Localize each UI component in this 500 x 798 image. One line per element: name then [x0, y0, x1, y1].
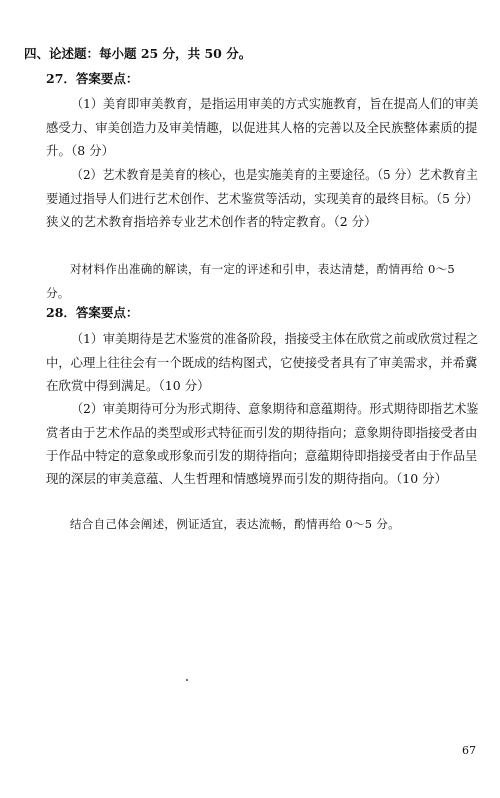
- q27-label: 答案要点：: [75, 71, 139, 86]
- q27-note-line-2: 分。: [46, 286, 70, 300]
- q27-number: 27．: [46, 71, 76, 86]
- section-heading: 四、论述题：每小题 25 分，共 50 分。: [24, 46, 252, 61]
- q27-p2-line-1: （2）艺术教育是美育的核心，也是实施美育的主要途径。（5 分）艺术教育主: [71, 167, 478, 182]
- q27-p2-line-3: 狭义的艺术教育指培养专业艺术创作者的特定教育。（2 分）: [46, 214, 377, 229]
- q27-note-line-1: 对材料作出准确的解读，有一定的评述和引申，表达清楚，酌情再给 0～5: [70, 262, 455, 276]
- q28-p2-line-3: 于作品中特定的意象或形象而引发的期待指向；意蕴期待即指接受者由于作品呈: [46, 448, 478, 463]
- q27-p2-line-2: 要通过指导人们进行艺术创作、艺术鉴赏等活动，实现美育的最终目标。（5 分）: [46, 191, 479, 206]
- q28-note-line-1: 结合自己体会阐述，例证适宜，表达流畅，酌情再给 0～5 分。: [70, 517, 400, 531]
- q27-heading: [46, 71, 138, 87]
- stray-dot: [186, 679, 188, 681]
- q28-label: 答案要点：: [75, 305, 139, 320]
- q28-heading: [46, 305, 138, 321]
- q28-p1-line-1: （1）审美期待是艺术鉴赏的准备阶段，指接受主体在欣赏之前或欣赏过程之: [71, 331, 479, 346]
- q28-p1-line-3: 在欣赏中得到满足。（10 分）: [46, 378, 210, 393]
- q28-p2-line-1: （2）审美期待可分为形式期待、意象期待和意蕴期待。形式期待即指艺术鉴: [71, 401, 479, 416]
- q28-number: 28．: [46, 305, 76, 320]
- q28-p1-line-2: 中，心理上往往会有一个既成的结构图式，它使接受者具有了审美需求，并希冀: [46, 355, 478, 370]
- q28-p2-line-4: 现的深层的审美意蕴、人生哲理和情感境界而引发的期待指向。（10 分）: [46, 471, 448, 486]
- q27-p1-line-2: 感受力、审美创造力及审美情趣，以促进其人格的完善以及全民族整体素质的提: [46, 120, 478, 135]
- q28-p2-line-2: 赏者由于艺术作品的类型或形式特征而引发的期待指向；意象期待即指接受者由: [46, 425, 478, 440]
- page-number: 67: [462, 744, 476, 757]
- q27-p1-line-1: （1）美育即审美教育，是指运用审美的方式实施教育，旨在提高人们的审美: [71, 96, 479, 111]
- q27-p1-line-3: 升。（8 分）: [46, 143, 115, 158]
